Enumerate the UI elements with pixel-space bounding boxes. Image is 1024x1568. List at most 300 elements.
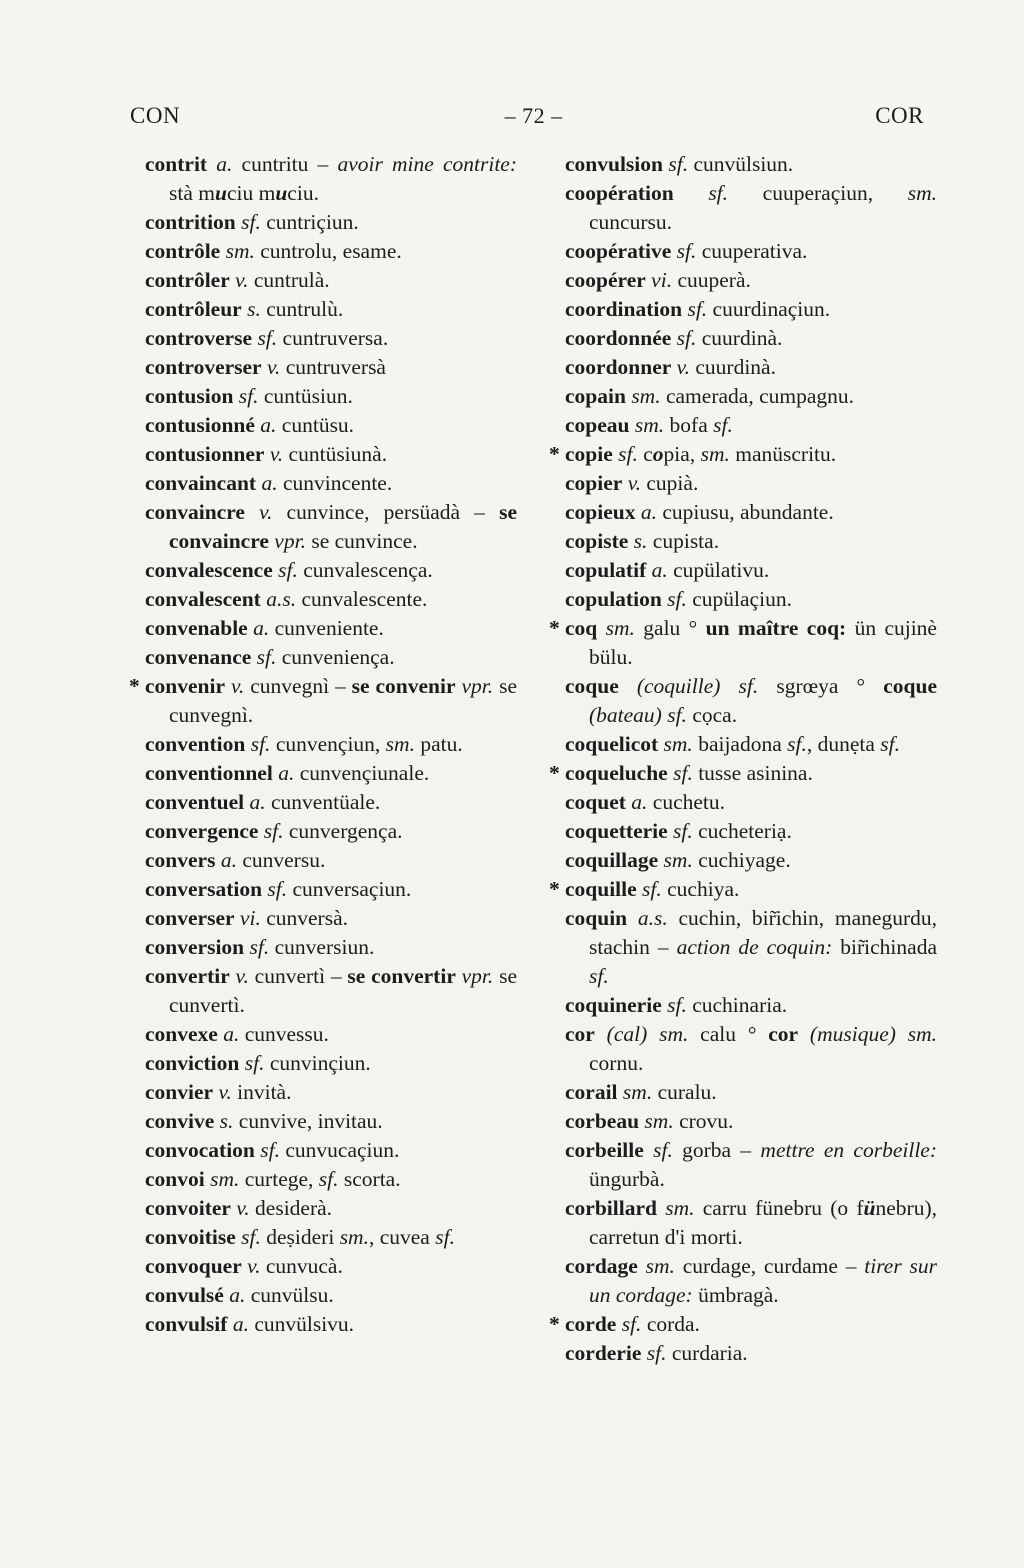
entry-text: camerada, cumpagnu. xyxy=(660,384,854,408)
entry-text: curdaria. xyxy=(666,1341,748,1365)
dictionary-entry xyxy=(145,730,517,759)
entry-text: cuchinaria. xyxy=(686,993,788,1017)
entry-text xyxy=(595,1022,607,1046)
entry-text: v. xyxy=(266,355,281,379)
entry-text: cunvalescente. xyxy=(296,587,428,611)
entry-text: cunvertì – xyxy=(248,964,348,988)
dictionary-entry xyxy=(145,1165,517,1194)
entry-text: v. xyxy=(235,964,249,988)
entry-text: ciu. xyxy=(287,181,319,205)
entry-text: sf. xyxy=(646,1341,667,1365)
entry-text: sf. xyxy=(257,326,278,350)
entry-text: o xyxy=(652,442,664,466)
entry-text xyxy=(597,616,605,640)
dictionary-entry xyxy=(565,1078,937,1107)
entry-headword: coordonnée xyxy=(565,326,672,350)
entry-text: sm. xyxy=(385,732,415,756)
dictionary-entry xyxy=(565,498,937,527)
entry-text: cuncursu. xyxy=(589,210,672,234)
entry-text xyxy=(644,1138,653,1162)
entry-headword: convulsé xyxy=(145,1283,224,1307)
entry-text: sf. xyxy=(667,587,687,611)
entry-text: se convaincre xyxy=(169,500,517,553)
entry-text: gorba – xyxy=(672,1138,761,1162)
entry-text: invità. xyxy=(231,1080,292,1104)
entry-text: cunventüale. xyxy=(265,790,381,814)
dictionary-entry xyxy=(565,1136,937,1194)
star-marker: * xyxy=(549,442,560,466)
dictionary-entry xyxy=(565,991,937,1020)
entry-text: nebru), carretun d'i morti. xyxy=(589,1196,938,1249)
entry-text: cupista. xyxy=(647,529,720,553)
guide-word-left: CON xyxy=(130,103,181,128)
entry-text: se cunvegnì. xyxy=(169,674,517,727)
dictionary-entry xyxy=(145,1049,517,1078)
entry-text: v. xyxy=(259,500,273,524)
entry-text: cunvençiun, xyxy=(270,732,386,756)
entry-text: sf. xyxy=(668,152,689,176)
entry-headword: contrôle xyxy=(145,239,221,263)
entry-headword: convexe xyxy=(145,1022,218,1046)
entry-headword: coopérer xyxy=(565,268,646,292)
dictionary-entry xyxy=(145,875,517,904)
entry-headword: conversation xyxy=(145,877,263,901)
dictionary-entry xyxy=(549,759,937,788)
entry-text: cuurdinaçiun. xyxy=(707,297,831,321)
dictionary-entry xyxy=(145,556,517,585)
entry-text: sf. xyxy=(238,384,259,408)
dictionary-entry xyxy=(565,1194,937,1252)
entry-text: mettre en corbeille: xyxy=(760,1138,938,1162)
dictionary-entry xyxy=(145,1223,517,1252)
guide-word-right: COR xyxy=(875,103,924,128)
entry-headword: contrôler xyxy=(145,268,230,292)
entry-text: tusse asinina. xyxy=(692,761,813,785)
entry-text: sf. xyxy=(435,1225,455,1249)
dictionary-entry xyxy=(145,1107,517,1136)
entry-text: cuntrolu, esame. xyxy=(254,239,402,263)
entry-text: ün cujinè bülu. xyxy=(589,616,937,669)
entry-text: cuntriçiun. xyxy=(260,210,359,234)
entry-headword: contusionné xyxy=(145,413,255,437)
entry-text: cunveniença. xyxy=(276,645,395,669)
entry-text: v. xyxy=(676,355,690,379)
entry-text: (coquille) sf. xyxy=(636,674,759,698)
entry-text: carru fünebru (o f xyxy=(694,1196,864,1220)
entry-text: sm. xyxy=(605,616,635,640)
dictionary-entry xyxy=(145,498,517,556)
entry-text: sf. xyxy=(241,210,261,234)
entry-text: v. xyxy=(218,1080,232,1104)
dictionary-entry xyxy=(145,411,517,440)
entry-text: cuchiya. xyxy=(661,877,740,901)
entry-text: a. xyxy=(253,616,270,640)
entry-text: coque xyxy=(883,674,937,698)
entry-text: vi. xyxy=(239,906,261,930)
entry-text: sf. xyxy=(241,1225,261,1249)
star-marker: * xyxy=(129,674,140,698)
entry-text: sf. xyxy=(618,442,638,466)
dictionary-entry xyxy=(565,324,937,353)
entry-headword: coquet xyxy=(565,790,626,814)
entry-text: , dunẹta xyxy=(806,732,881,756)
entry-text: sf. xyxy=(249,935,270,959)
entry-text: u xyxy=(275,181,288,205)
entry-text: ciu m xyxy=(226,181,276,205)
entry-headword: contrôleur xyxy=(145,297,242,321)
entry-text: sf. xyxy=(653,1138,673,1162)
entry-text: sm. xyxy=(339,1225,369,1249)
entry-headword: convocation xyxy=(145,1138,255,1162)
entry-text: cunvessu. xyxy=(239,1022,329,1046)
dictionary-entry xyxy=(145,150,517,208)
entry-headword: convulsion xyxy=(565,152,663,176)
entry-text: sf. xyxy=(687,297,708,321)
entry-text: manüscritu. xyxy=(729,442,837,466)
entry-text: a. xyxy=(260,413,277,437)
entry-text: cor xyxy=(768,1022,799,1046)
entry-headword: copieux xyxy=(565,500,636,524)
entry-text: a. xyxy=(232,1312,249,1336)
dictionary-entry xyxy=(145,1136,517,1165)
entry-headword: coquinerie xyxy=(565,993,662,1017)
entry-text: stà m xyxy=(169,181,215,205)
entry-text: vpr. xyxy=(274,529,306,553)
text-columns xyxy=(129,150,938,1368)
entry-text: cunvive, invitau. xyxy=(233,1109,383,1133)
entry-text: v. xyxy=(235,268,249,292)
entry-text: a. xyxy=(651,558,668,582)
entry-headword: conventionnel xyxy=(145,761,273,785)
entry-headword: convulsif xyxy=(145,1312,228,1336)
entry-text: sm. xyxy=(225,239,255,263)
dictionary-entry xyxy=(145,237,517,266)
entry-text: cunvençiunale. xyxy=(294,761,430,785)
entry-text: sgrœya ° xyxy=(758,674,884,698)
entry-headword: convenance xyxy=(145,645,252,669)
entry-text: sf. xyxy=(642,877,662,901)
entry-text: a. xyxy=(278,761,295,785)
dictionary-entry xyxy=(145,933,517,962)
entry-text: sm. xyxy=(665,1196,695,1220)
dictionary-entry xyxy=(565,817,937,846)
entry-headword: convalescence xyxy=(145,558,273,582)
column-right xyxy=(549,150,938,1368)
dictionary-entry xyxy=(565,266,937,295)
entry-headword: convergence xyxy=(145,819,259,843)
entry-text: deṣideri xyxy=(260,1225,340,1249)
entry-text: curdage, curdame – xyxy=(674,1254,865,1278)
entry-text: sm. xyxy=(663,732,693,756)
entry-text: sf. xyxy=(708,181,729,205)
entry-text: se convenir xyxy=(351,674,456,698)
dictionary-entry xyxy=(565,788,937,817)
entry-text: pia, xyxy=(663,442,701,466)
entry-headword: copulatif xyxy=(565,558,647,582)
star-marker: * xyxy=(549,1312,560,1336)
entry-text: sm. xyxy=(663,848,693,872)
entry-text: sm. xyxy=(907,181,937,205)
entry-text: sm. xyxy=(210,1167,240,1191)
entry-text: sf. xyxy=(676,326,697,350)
star-marker: * xyxy=(549,616,560,640)
dictionary-entry xyxy=(145,788,517,817)
entry-text: cuuperaçiun, xyxy=(728,181,908,205)
entry-text: cuurdinà. xyxy=(696,326,783,350)
dictionary-entry xyxy=(145,759,517,788)
entry-headword: corbeau xyxy=(565,1109,640,1133)
entry-headword: cordage xyxy=(565,1254,638,1278)
star-marker: * xyxy=(549,761,560,785)
entry-text: sm. xyxy=(645,1254,675,1278)
entry-headword: coquille xyxy=(565,877,637,901)
entry-headword: controverser xyxy=(145,355,262,379)
entry-headword: convertir xyxy=(145,964,230,988)
entry-headword: convenir xyxy=(145,674,226,698)
entry-headword: corbillard xyxy=(565,1196,657,1220)
dictionary-entry xyxy=(565,527,937,556)
entry-text: cunvinçiun. xyxy=(264,1051,371,1075)
entry-headword: convaincre xyxy=(145,500,245,524)
entry-text: sm. xyxy=(700,442,730,466)
entry-text: a. xyxy=(229,1283,246,1307)
entry-text: a. xyxy=(261,471,278,495)
entry-text: ü xyxy=(863,1196,876,1220)
dictionary-entry xyxy=(565,730,937,759)
column-left xyxy=(129,150,517,1368)
entry-headword: convoi xyxy=(145,1167,205,1191)
entry-text: v. xyxy=(236,1196,250,1220)
entry-text: cuurdinà. xyxy=(690,355,776,379)
dictionary-entry xyxy=(565,904,937,991)
entry-text: scorta. xyxy=(338,1167,401,1191)
dictionary-entry xyxy=(145,904,517,933)
entry-text: cuchetu. xyxy=(647,790,726,814)
entry-text xyxy=(627,906,638,930)
entry-text: sf. xyxy=(673,819,693,843)
entry-text: cupülaçiun. xyxy=(686,587,792,611)
entry-text: cunvucaçiun. xyxy=(279,1138,400,1162)
entry-text xyxy=(657,1196,665,1220)
entry-text: action de coquin: xyxy=(676,935,833,959)
dictionary-entry xyxy=(145,266,517,295)
entry-text: sf. xyxy=(667,993,687,1017)
entry-text: (bateau) sf. xyxy=(589,703,687,727)
entry-headword: coquin xyxy=(565,906,628,930)
entry-text: tirer sur un cordage: xyxy=(589,1254,937,1307)
entry-headword: converser xyxy=(145,906,235,930)
entry-text: crovu. xyxy=(673,1109,734,1133)
dictionary-entry xyxy=(549,440,937,469)
entry-text: sm. xyxy=(631,384,661,408)
dictionary-entry xyxy=(565,846,937,875)
entry-text xyxy=(638,1254,646,1278)
entry-text: vi. xyxy=(651,268,673,292)
entry-text: patu. xyxy=(414,732,463,756)
entry-text xyxy=(245,500,259,524)
dictionary-entry xyxy=(565,382,937,411)
dictionary-entry xyxy=(145,382,517,411)
entry-headword: copeau xyxy=(565,413,630,437)
entry-headword: contrition xyxy=(145,210,236,234)
entry-text: cunvülsiun. xyxy=(688,152,794,176)
entry-text: c xyxy=(637,442,653,466)
entry-text xyxy=(207,152,216,176)
entry-headword: coquetterie xyxy=(565,819,668,843)
entry-text: v. xyxy=(269,442,284,466)
entry-headword: conventuel xyxy=(145,790,245,814)
entry-text: u xyxy=(214,181,227,205)
dictionary-entry xyxy=(549,875,937,904)
entry-text: cuntüsiun. xyxy=(258,384,353,408)
entry-text: v. xyxy=(247,1254,261,1278)
dictionary-entry xyxy=(145,208,517,237)
entry-headword: convenable xyxy=(145,616,248,640)
dictionary-entry xyxy=(565,1020,937,1078)
entry-headword: convier xyxy=(145,1080,214,1104)
entry-text: a. xyxy=(220,848,237,872)
entry-headword: corde xyxy=(565,1312,617,1336)
entry-headword: copier xyxy=(565,471,623,495)
entry-text: cunversiun. xyxy=(269,935,375,959)
entry-text: cuchiyage. xyxy=(692,848,791,872)
dictionary-entry xyxy=(565,1339,937,1368)
entry-headword: coordination xyxy=(565,297,683,321)
entry-text: cunvucà. xyxy=(260,1254,343,1278)
entry-headword: cor xyxy=(565,1022,595,1046)
dictionary-entry xyxy=(565,1252,937,1310)
entry-headword: convoiter xyxy=(145,1196,231,1220)
entry-text: galu ° xyxy=(634,616,706,640)
entry-text: sf. xyxy=(713,413,733,437)
entry-headword: coopération xyxy=(565,181,674,205)
entry-text: curalu. xyxy=(652,1080,717,1104)
entry-text: sf. xyxy=(880,732,901,756)
dictionary-entry xyxy=(145,353,517,382)
entry-text: cuchin, bir̃ichin, manegurdu, stachin – xyxy=(589,906,938,959)
entry-headword: coq xyxy=(565,616,598,640)
entry-text: , cuvea xyxy=(368,1225,436,1249)
entry-text: sm. xyxy=(634,413,665,437)
dictionary-entry xyxy=(565,556,937,585)
entry-text: cunvince, persüadà – xyxy=(272,500,500,524)
entry-text: cuntrulà. xyxy=(248,268,330,292)
entry-headword: corderie xyxy=(565,1341,642,1365)
dictionary-entry xyxy=(145,469,517,498)
entry-text xyxy=(798,1022,810,1046)
dictionary-entry xyxy=(145,1252,517,1281)
dictionary-entry xyxy=(565,1107,937,1136)
dictionary-entry xyxy=(565,237,937,266)
dictionary-entry xyxy=(145,1078,517,1107)
entry-text: (cal) sm. xyxy=(606,1022,689,1046)
dictionary-entry xyxy=(565,672,937,730)
entry-text: vpr. xyxy=(461,964,494,988)
entry-headword: controverse xyxy=(145,326,253,350)
dictionary-entry xyxy=(145,817,517,846)
entry-text: sf. xyxy=(256,645,277,669)
entry-text: sf. xyxy=(676,239,697,263)
entry-text: bir̃ichinada xyxy=(832,935,937,959)
dictionary-entry xyxy=(565,295,937,324)
dictionary-entry xyxy=(565,411,937,440)
entry-headword: contrit xyxy=(145,152,208,176)
entry-text: v. xyxy=(627,471,642,495)
entry-text: sm. xyxy=(644,1109,674,1133)
entry-headword: coquelicot xyxy=(565,732,659,756)
dictionary-entry xyxy=(145,846,517,875)
entry-text: sf. xyxy=(260,1138,280,1162)
dictionary-entry xyxy=(565,353,937,382)
entry-text: a. xyxy=(640,500,657,524)
entry-text: calu ° xyxy=(688,1022,769,1046)
entry-text: bofa xyxy=(664,413,714,437)
entry-text: cupià. xyxy=(641,471,699,495)
page-number: – 72 – xyxy=(504,103,563,128)
entry-text: un maître coq: xyxy=(705,616,847,640)
entry-text: cunversu. xyxy=(236,848,326,872)
entry-text: sf. xyxy=(621,1312,642,1336)
entry-text: cunvegnì – xyxy=(244,674,352,698)
entry-headword: coordonner xyxy=(565,355,672,379)
entry-text: a. xyxy=(223,1022,240,1046)
entry-headword: convaincant xyxy=(145,471,257,495)
entry-text: s. xyxy=(247,297,261,321)
entry-text: sf. xyxy=(263,819,284,843)
entry-text: cucheteriạ. xyxy=(692,819,792,843)
entry-text: se cunvertì. xyxy=(169,964,517,1017)
entry-headword: conviction xyxy=(145,1051,240,1075)
entry-headword: corail xyxy=(565,1080,618,1104)
entry-text: a. xyxy=(249,790,266,814)
entry-headword: coque xyxy=(565,674,619,698)
dictionary-entry xyxy=(145,1020,517,1049)
entry-text: cuntritu – xyxy=(232,152,338,176)
dictionary-entry xyxy=(565,585,937,614)
dictionary-entry xyxy=(565,179,937,237)
entry-text: corda. xyxy=(641,1312,700,1336)
entry-text: sf. xyxy=(787,732,807,756)
dictionary-entry xyxy=(145,614,517,643)
entry-headword: convive xyxy=(145,1109,215,1133)
entry-headword: copain xyxy=(565,384,626,408)
entry-text: cọca. xyxy=(686,703,738,727)
dictionary-entry xyxy=(565,150,937,179)
entry-headword: coqueluche xyxy=(565,761,668,785)
entry-headword: contusionner xyxy=(145,442,265,466)
entry-text: cuntruversà xyxy=(280,355,386,379)
entry-text: v. xyxy=(230,674,245,698)
dictionary-entry xyxy=(549,614,937,672)
dictionary-entry xyxy=(145,1281,517,1310)
entry-text: cuntruversa. xyxy=(277,326,389,350)
entry-text: sf. xyxy=(244,1051,265,1075)
entry-text: sf. xyxy=(267,877,288,901)
dictionary-entry xyxy=(145,295,517,324)
entry-text: sf. xyxy=(589,964,609,988)
entry-text: cornu. xyxy=(589,1051,644,1075)
entry-text: ümbragà. xyxy=(692,1283,779,1307)
entry-text xyxy=(619,674,637,698)
entry-text: cuuperativa. xyxy=(696,239,808,263)
entry-text: cunversà. xyxy=(260,906,348,930)
entry-text: cupiusu, abundante. xyxy=(656,500,834,524)
entry-text: s. xyxy=(219,1109,234,1133)
entry-text: cunvincente. xyxy=(277,471,393,495)
entry-headword: corbeille xyxy=(565,1138,644,1162)
entry-text: üngurbà. xyxy=(589,1167,665,1191)
entry-text: cunvalescença. xyxy=(297,558,433,582)
